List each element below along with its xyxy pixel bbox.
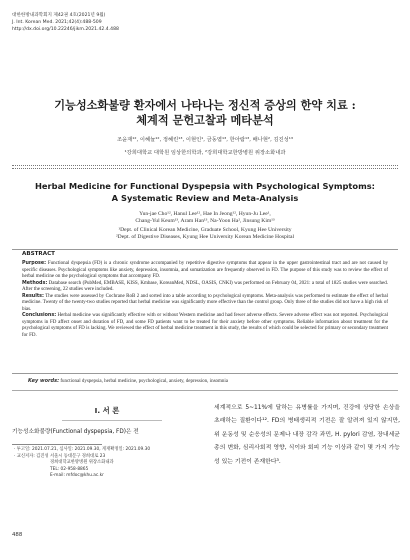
keywords-label: Key words: [28,378,60,384]
results-label: Results: [22,293,44,299]
footnote-dates: · 투고일: 2021.07.21, 심사일: 2021.09.30, 게재확정일: 2021.09.30 [14,447,151,452]
abstract-body [22,261,388,340]
right-column-text [214,402,400,469]
divider [12,390,398,391]
english-affiliations [0,227,410,242]
english-affiliation-2: ²Dept. of Digestive Diseases, Kyung Hee University Korean Medicine Hospital [116,234,294,241]
abstract-heading: ABSTRACT [22,251,55,257]
korean-affiliations: ¹강희대학교 대학원 임상한의학과, ²강희대학교한방병원 위장소화내과 [124,150,286,156]
footnote-department: 경희대학교한방병원 위장소화내과 [50,460,114,465]
footnote-corresponding: · 교신저자: 김진성 서울시 동대문구 경희대로 23 [14,453,106,459]
purpose-text: Functional dyspepsia (FD) is a chronic syndrome accompanied by repetitive digestive symptoms that appear in the upper gastrointestinal tract and are not caused by specific diseases. Psychological symptoms like anxiety, depression, insomnia, and somatization are frequently observed in FD. The purpose of this study was to review the effect of herbal medicine on the psychological symptoms that accompany FD. [22,261,388,280]
english-authors [0,211,410,226]
english-affiliation-1: ¹Dept. of Clinical Korean Medicine, Graduate School, Kyung Hee University [118,227,292,233]
keywords-text: functional dyspepsia, herbal medicine, psychological, anxiety, depression, insomnia [59,379,229,384]
journal-meta [12,12,119,34]
right-column-paragraph: 세계적으로 5~11%에 달하는 유병률을 가지며, 진강에 상당한 손상을 초래하는 질환이다¹². FD의 병태생리적 기전은 잘 알려져 있지 않지만, 위 운동성 및 순응성의 문제나 내장 감각 과민, H. pylori 감염, 장내세균총의 변화, 심리사회적 영향, 식이와 회피 기능 이상과 같이 몇 가지 가능성 있는 기전이 존재한다³. [214,405,400,465]
methods-text: Database search (PubMed, EMBASE, KISS, Kmbase, KoreanMed, NDSL, OASIS, CNKI) was performed on February 04, 2021: a total of 1825 studies were searched. After the screening, 22 studies were included. [22,280,388,293]
purpose-label: Purpose: [22,261,47,266]
english-authors-line-2: Chang-Yul Keum¹³, Aram Han¹³, Na-Yoon Ha², Jinsung Kim¹³ [135,218,275,225]
keywords [28,378,228,384]
doi-link[interactable]: http://dx.doi.org/10.22246/jikm.2021.42.4.488 [12,27,119,33]
divider [12,165,398,166]
footnote [14,447,200,480]
methods-label: Methods: [22,280,48,286]
conclusions-label: Conclusions: [22,313,57,319]
section-heading: Ⅰ. 서 론 [94,406,120,415]
english-title [0,181,410,204]
intro-text: 기능성소화불량(Functional dyspepsia, FD)은 전 [12,429,139,435]
footnote-email[interactable]: E-mail: mfdoc@khu.ac.kr [50,473,104,478]
abstract-methods [22,281,388,294]
journal-name: 대한한방내과학회지 제42권 4호(2021년 9월) [12,13,106,18]
results-text: The studies were assessed by Cochrane RoB 2 and sorted into a table according to psychological symptoms. Meta-analysis was performed to estimate the effect of herbal medicine. Twenty of the twenty-two studies reported that herbal medicine was significantly more effective than the control group. Only three of the studies did not have a high risk of bias. [22,293,388,312]
citation: J. Int. Korean Med. 2021;42(4):488-509 [12,20,102,26]
korean-title-line-1: 기능성소화불량 환자에서 나타나는 정신적 증상의 한약 치료 : [54,98,356,112]
korean-title-line-2: 체계적 문헌고찰과 메타분석 [136,112,274,127]
english-authors-line-1: Yun-jae Cho¹², Hanul Lee¹², Hae In Jeong¹², Hyun-Ju Lee¹, [139,211,271,217]
divider [12,168,398,169]
abstract-conclusions [22,313,388,339]
korean-title [0,98,410,127]
korean-authors: 조윤재¹², 이혜늘¹², 정혜린¹³, 이현인¹, 금동엽¹³, 한아람¹³, 배나현², 김진성¹³ [116,137,294,143]
english-title-line-2: A Systematic Review and Meta-Analysis [111,192,299,203]
abstract-results [22,294,388,314]
footnote-divider [12,444,102,445]
english-title-line-1: Herbal Medicine for Functional Dyspepsia with Psychological Symptoms: [34,181,375,191]
conclusions-text: Herbal medicine was significantly effective with or without Western medicine and had fewer adverse effects. Severe adverse effect was not reported. Psychological symptoms in FD affect onset and duration of FD, and some FD patients want to be treated for their anxiety before other symptoms. Reliable information about treatment for the psychological symptoms of FD is lacking. We reviewed the effect of herbal medicine treatment in this study, the results of which could be selected for primary or secondary treatment for FD. [22,313,388,339]
footnote-tel: TEL: 02-958-8865 [50,466,89,472]
page-number: 488 [12,532,23,538]
section-underline [62,420,162,421]
abstract-purpose [22,261,388,281]
